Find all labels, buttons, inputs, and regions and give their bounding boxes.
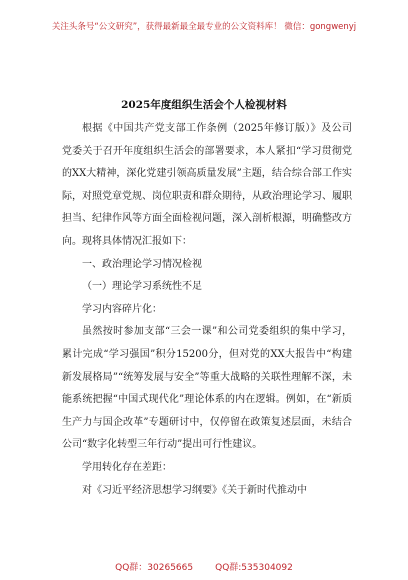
footer-qq-group-2: QQ群:535304092 <box>215 563 293 573</box>
point-label-1: 学习内容碎片化： <box>82 303 162 315</box>
point-label-2: 学用转化存在差距： <box>82 461 172 473</box>
footer-qq-group-1: QQ群：30265665 <box>115 563 194 573</box>
header-promo-note: 关注头条号“公文研究”，获得最新最全最专业的公文资料库！ 微信：gongwenyj <box>51 22 357 32</box>
body-paragraph-1: 虽然按时参加支部“三会一课”和公司党委组织的集中学习，累计完成“学习强国”积分15200分，但对党的XX大报告中“构建新发展格局”“统筹发展与安全”等重大战略的关联性理解不深，未能系统把握“中国式现代化”理论体系的内在逻辑。例如，在“新质生产力与国企改革”专题研讨中，仅停留在政策复述层面，未结合公司“数字化转型三年行动”提出可行性建议。 <box>62 326 352 451</box>
intro-paragraph: 根据《中国共产党支部工作条例（2025年修订版）》及公司党委关于召开年度组织生活会的部署要求，本人紧扣“学习贯彻党的XX大精神，深化党建引领高质量发展”主题，结合综合部工作实际，对照党章党规、岗位职责和群众期待，从政治理论学习、履职担当、纪律作风等方面全面检视问题，深入剖析根源，明确整改方向。现将具体情况汇报如下： <box>62 123 352 247</box>
body-paragraph-2: 对《习近平经济思想学习纲要》《关于新时代推动中 <box>82 484 307 496</box>
subsection-heading-1: （一）理论学习系统性不足 <box>82 281 202 293</box>
document-title: 2025年度组织生活会个人检视材料 <box>121 99 287 111</box>
footer-contact <box>0 562 408 574</box>
document-body <box>62 118 352 502</box>
section-heading-1: 一、政治理论学习情况检视 <box>82 258 202 270</box>
